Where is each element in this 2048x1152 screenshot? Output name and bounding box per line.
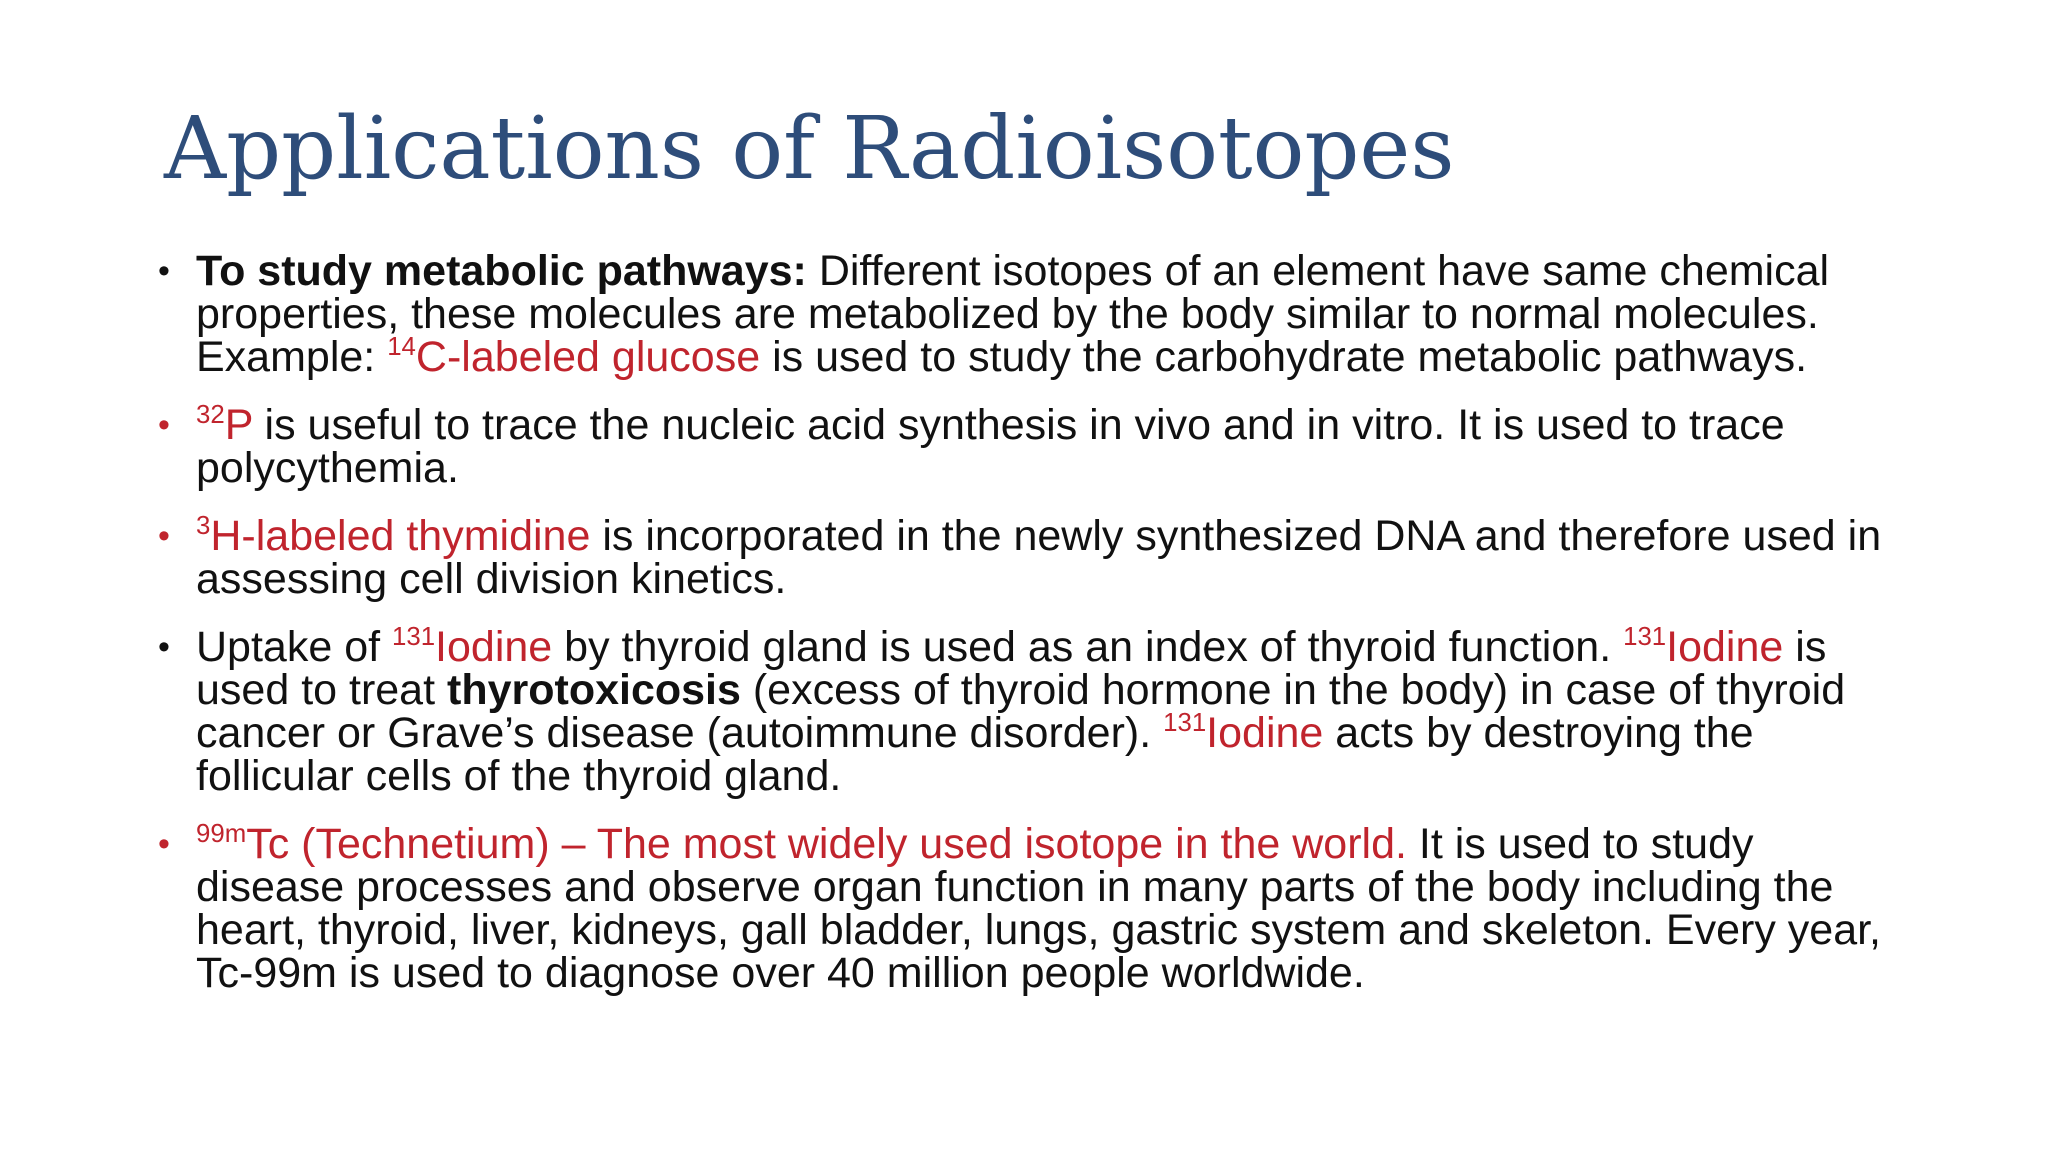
bullet-marker: • <box>158 406 170 444</box>
isotope-name: C-labeled glucose <box>415 333 761 381</box>
isotope-mass-number: 131 <box>1623 623 1667 652</box>
isotope-name: Iodine <box>1206 709 1324 757</box>
bullet-text: is useful to trace the nucleic acid synthesis in vivo and in vitro. It is used to trace polycythemia. <box>196 401 1785 492</box>
isotope-name: H-labeled thymidine <box>210 512 591 560</box>
isotope-name: Iodine <box>1666 623 1784 671</box>
bullet-text: (excess of thyroid hormone in the body) in case of thyroid cancer or Grave’s disease (autoimmune disorder). <box>196 666 1846 757</box>
bullet-text: acts by destroying the follicular cells of the thyroid gland. <box>196 709 1754 800</box>
bold-term: thyrotoxicosis <box>447 666 741 714</box>
bullet-heading: To study metabolic pathways: <box>196 247 807 295</box>
isotope-mass-number: 32 <box>196 401 225 430</box>
isotope-mass-number: 131 <box>1163 709 1207 738</box>
bullet-text: Uptake of <box>196 623 392 671</box>
bullet-text: by thyroid gland is used as an index of thyroid function. <box>552 623 1624 671</box>
isotope-name: Iodine <box>435 623 553 671</box>
bullet-text: is used to treat <box>196 623 1827 714</box>
isotope-name: P <box>224 401 253 449</box>
isotope-mass-number: 131 <box>392 623 436 652</box>
bullet-text: is used to study the carbohydrate metabolic pathways. <box>760 333 1808 381</box>
isotope-name: Tc (Technetium) – The most widely used isotope in the world. <box>246 820 1407 868</box>
bullet-phosphorus-32 <box>150 401 1910 492</box>
isotope-mass-number: 3 <box>196 512 211 541</box>
bullet-text: It is used to study disease processes and observe organ function in many parts of the body including the heart, thyroid, liver, kidneys, gall bladder, lungs, gastric system and skeleton. Every year, Tc-99m is used to diagnose over 40 million people worldwide. <box>196 820 1881 997</box>
bullet-marker: • <box>158 517 170 555</box>
bullet-metabolic-pathways <box>150 247 1910 381</box>
bullet-marker: • <box>158 628 170 666</box>
isotope-mass-number: 14 <box>387 333 416 362</box>
bullet-marker: • <box>158 825 170 863</box>
bullet-iodine-131 <box>150 623 1910 800</box>
bullet-text: Different isotopes of an element have same chemical properties, these molecules are metabolized by the body similar to normal molecules. Example: <box>196 247 1830 381</box>
bullet-marker: • <box>158 252 170 290</box>
bullet-tritium-thymidine <box>150 512 1910 603</box>
bullet-text: is incorporated in the newly synthesized DNA and therefore used in assessing cell division kinetics. <box>196 512 1882 603</box>
bullet-list <box>150 247 1910 1020</box>
isotope-mass-number: 99m <box>196 820 247 849</box>
bullet-technetium-99m <box>150 820 1910 997</box>
slide-title: Applications of Radioisotopes <box>164 99 1455 199</box>
